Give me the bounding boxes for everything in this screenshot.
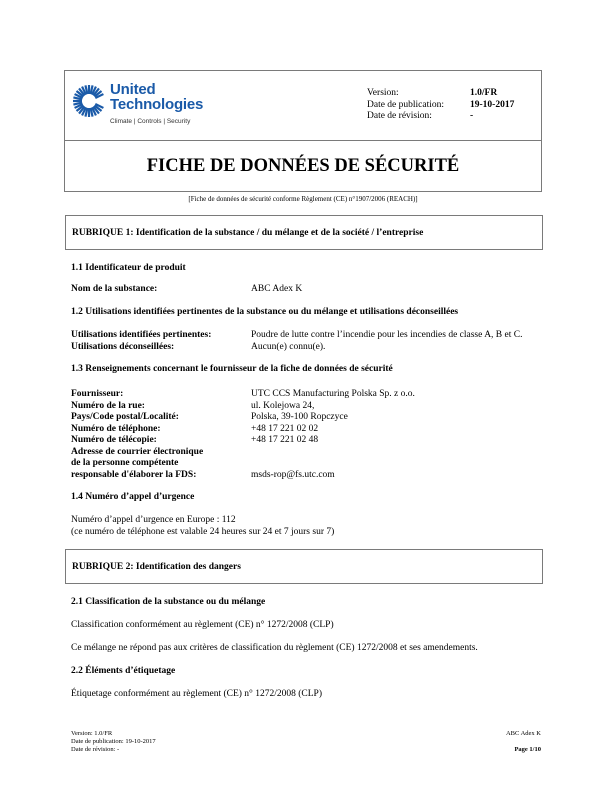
rubrique-prefix: RUBRIQUE 1 xyxy=(72,227,131,238)
uses-list xyxy=(71,330,522,353)
field-label: responsable d'élaborer la FDS: xyxy=(71,469,197,480)
field-label: Nom de la substance: xyxy=(71,284,158,294)
emergency-note: (ce numéro de téléphone est valable 24 heures sur 24 et 7 jours sur 7) xyxy=(71,526,335,537)
document-title: FICHE DE DONNÉES DE SÉCURITÉ xyxy=(146,156,460,176)
list-item xyxy=(71,401,415,413)
field-label: Numéro de télécopie: xyxy=(71,435,157,445)
email-link[interactable]: msds-rop@fs.utc.com xyxy=(251,469,335,480)
meta-version xyxy=(367,88,514,100)
field-value: Aucun(e) connu(e). xyxy=(251,341,326,352)
meta-label: Date de publication: xyxy=(367,99,445,110)
field-label: de la personne compétente xyxy=(71,458,179,468)
rubrique-prefix: RUBRIQUE 2 xyxy=(72,561,131,572)
sunburst-logo-icon xyxy=(72,84,106,118)
supplier-list xyxy=(71,389,415,481)
footer-publication: Date de publication: 19-10-2017 xyxy=(71,738,156,745)
field-label: Utilisations déconseillées: xyxy=(71,341,175,352)
field-label: Adresse de courrier électronique xyxy=(71,446,204,457)
field-value: +48 17 221 02 48 xyxy=(251,435,319,445)
substance-name-row xyxy=(71,284,302,296)
rubrique-1-header xyxy=(65,215,543,250)
section-2-1-title: 2.1 Classification de la substance ou du mélange xyxy=(71,597,266,607)
company-logo xyxy=(72,82,212,132)
list-item xyxy=(71,458,415,470)
logo-line2: Technologies xyxy=(110,96,204,113)
list-item xyxy=(71,342,522,354)
field-value: +48 17 221 02 02 xyxy=(251,423,319,434)
list-item xyxy=(71,389,415,401)
meta-value: 1.0/FR xyxy=(470,88,498,98)
meta-revision-date xyxy=(367,111,514,123)
classification-note: Ce mélange ne répond pas aux critères de classification du règlement (CE) 1272/2008 et ses amendements. xyxy=(71,643,478,653)
logo-tagline: Climate | Controls | Security xyxy=(110,118,191,125)
field-value: Poudre de lutte contre l’incendie pour les incendies de classe A, B et C. xyxy=(251,330,523,340)
rubrique-heading: : Identification de la substance / du mélange et de la société / l’entreprise xyxy=(130,227,424,238)
field-value: ul. Kolejowa 24, xyxy=(251,400,315,411)
meta-label: Version: xyxy=(367,88,399,98)
list-item xyxy=(71,424,415,436)
footer-left xyxy=(71,730,156,754)
list-item xyxy=(71,412,415,424)
footer-page-number: Page 1/10 xyxy=(514,746,541,753)
list-item xyxy=(71,435,415,447)
document-meta xyxy=(367,88,514,123)
footer-product: ABC Adex K xyxy=(505,730,541,737)
classification-text: Classification conformément au règlement (CE) n° 1272/2008 (CLP) xyxy=(71,620,334,630)
meta-value: 19-10-2017 xyxy=(470,99,515,110)
section-1-1-title: 1.1 Identificateur de produit xyxy=(71,263,186,273)
meta-value: - xyxy=(470,111,474,121)
section-2-2-title: 2.2 Éléments d’étiquetage xyxy=(71,666,176,676)
footer-revision: Date de révision: - xyxy=(71,746,120,753)
rubrique-2-header xyxy=(65,549,543,584)
rubrique-heading: : Identification des dangers xyxy=(130,561,241,572)
field-value: ABC Adex K xyxy=(251,284,303,294)
list-item xyxy=(71,447,415,459)
field-value: UTC CCS Manufacturing Polska Sp. z o.o. xyxy=(251,389,415,399)
meta-publication-date xyxy=(367,100,514,112)
field-label: Numéro de téléphone: xyxy=(71,423,161,434)
document-subtitle: [Fiche de données de sécurité conforme Règlement (CE) n°1907/2006 (REACH)] xyxy=(188,195,418,203)
labelling-text: Étiquetage conformément au règlement (CE) n° 1272/2008 (CLP) xyxy=(71,689,322,699)
footer-right xyxy=(440,730,541,754)
footer-version: Version: 1.0/FR xyxy=(71,730,113,737)
section-1-4-title: 1.4 Numéro d’appel d’urgence xyxy=(71,492,195,502)
emergency-number: Numéro d’appel d’urgence en Europe : 112 xyxy=(71,515,236,525)
field-label: Utilisations identifiées pertinentes: xyxy=(71,330,212,340)
list-item xyxy=(71,330,522,342)
field-label: Numéro de la rue: xyxy=(71,400,145,411)
field-value: Polska, 39-100 Ropczyce xyxy=(251,412,348,422)
section-1-3-title: 1.3 Renseignements concernant le fournisseur de la fiche de données de sécurité xyxy=(71,364,393,374)
meta-label: Date de révision: xyxy=(367,111,432,121)
section-1-2-title: 1.2 Utilisations identifiées pertinentes de la substance ou du mélange et utilisations déconseillées xyxy=(71,307,459,317)
field-label: Fournisseur: xyxy=(71,389,124,399)
logo-line1: United xyxy=(110,81,156,98)
emergency-text xyxy=(71,515,334,538)
list-item xyxy=(71,470,415,482)
field-label: Pays/Code postal/Localité: xyxy=(71,412,179,422)
